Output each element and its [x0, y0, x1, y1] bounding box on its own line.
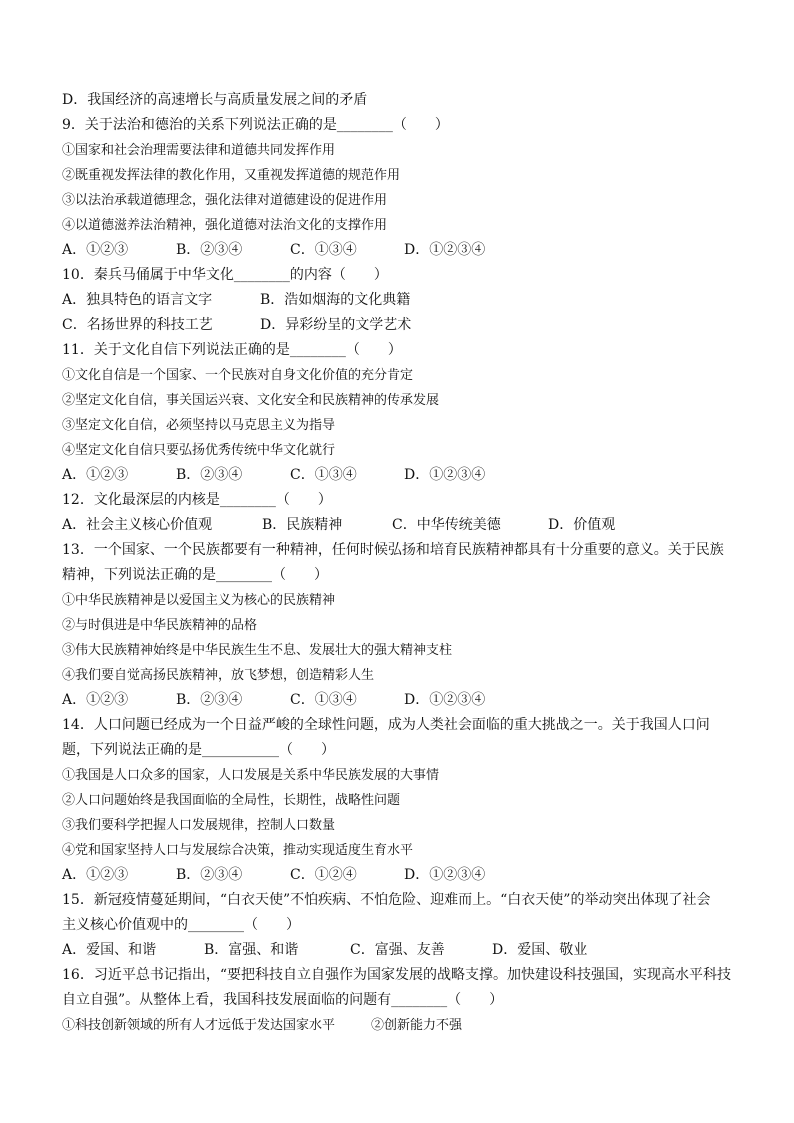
- q10-option-c: C．名扬世界的科技工艺: [62, 317, 213, 333]
- q16-item-1: ①科技创新领域的所有人才远低于发达国家水平: [62, 1018, 336, 1033]
- q13-item-1: ①中华民族精神是以爱国主义为核心的民族精神: [62, 593, 336, 608]
- q9-item-4: ④以道德滋养法治精神，强化道德对法治文化的支撑作用: [62, 218, 388, 233]
- q11-option-c: C．①③④: [290, 467, 357, 483]
- q9-option-c: C．①③④: [290, 242, 357, 258]
- q13-option-a: A．①②③: [62, 692, 129, 708]
- q11-option-a: A．①②③: [62, 467, 129, 483]
- q15-options: [62, 938, 742, 963]
- q15-option-c: C．富强、友善: [350, 942, 445, 958]
- q12-option-c: C．中华传统美德: [392, 517, 501, 533]
- q11-option-b: B．②③④: [176, 467, 243, 483]
- q13-item-2: ②与时俱进是中华民族精神的品格: [62, 618, 258, 633]
- q16-items-row: [62, 1013, 742, 1038]
- q10-options-row2: [62, 313, 742, 338]
- q14-item-2: ②人口问题始终是我国面临的全局性，长期性，战略性问题: [62, 793, 401, 808]
- q10-options-row1: [62, 288, 742, 313]
- q13-stem-line1: 13．一个国家、一个民族都要有一种精神，任何时候弘扬和培育民族精神都具有十分重要的意义。关于民族: [62, 542, 724, 558]
- q9-option-a: A．①②③: [62, 242, 129, 258]
- q12-stem: 12．文化最深层的内核是________（ ）: [62, 492, 332, 508]
- q13-options: [62, 688, 742, 713]
- q12-option-b: B．民族精神: [262, 517, 343, 533]
- q15-option-b: B．富强、和谐: [204, 942, 299, 958]
- q11-option-d: D．①②③④: [404, 467, 486, 483]
- q10-option-a: A．独具特色的语言文字: [62, 292, 213, 308]
- q13-option-d: D．①②③④: [404, 692, 486, 708]
- q8-option-d: D．我国经济的高速增长与高质量发展之间的矛盾: [62, 92, 368, 108]
- q13-stem-line2: 精神，下列说法正确的是________（ ）: [62, 567, 328, 583]
- q11-item-4: ④坚定文化自信只要弘扬优秀传统中华文化就行: [62, 443, 336, 458]
- q10-option-d: D．异彩纷呈的文学艺术: [260, 317, 412, 333]
- q16-stem-line1: 16．习近平总书记指出，“要把科技自立自强作为国家发展的战略支撑。加快建设科技强国，实现高水平科技: [62, 967, 731, 983]
- q14-option-b: B．②③④: [176, 867, 243, 883]
- q15-stem-line2: 主义核心价值观中的________（ ）: [62, 917, 300, 933]
- q9-item-2: ②既重视发挥法律的教化作用，又重视发挥道德的规范作用: [62, 168, 401, 183]
- q14-option-d: D．①②③④: [404, 867, 486, 883]
- q9-options: [62, 238, 742, 263]
- q13-option-b: B．②③④: [176, 692, 243, 708]
- q15-stem-line1: 15．新冠疫情蔓延期间，“白衣天使”不怕疾病、不怕危险、迎难而上。“白衣天使”的举动突出体现了社会: [62, 892, 711, 908]
- exam-page: [62, 88, 742, 1038]
- q9-stem: 9．关于法治和德治的关系下列说法正确的是________（ ）: [62, 117, 449, 133]
- q13-option-c: C．①③④: [290, 692, 357, 708]
- q11-item-1: ①文化自信是一个国家、一个民族对自身文化价值的充分肯定: [62, 368, 414, 383]
- q14-item-4: ④党和国家坚持人口与发展综合决策，推动实现适度生育水平: [62, 843, 414, 858]
- q11-item-2: ②坚定文化自信，事关国运兴衰、文化安全和民族精神的传承发展: [62, 393, 440, 408]
- q9-option-d: D．①②③④: [404, 242, 486, 258]
- q14-option-c: C．①②④: [290, 867, 357, 883]
- q12-option-d: D．价值观: [548, 517, 616, 533]
- q14-option-a: A．①②③: [62, 867, 129, 883]
- q14-item-1: ①我国是人口众多的国家，人口发展是关系中华民族发展的大事情: [62, 768, 440, 783]
- q11-item-3: ③坚定文化自信，必须坚持以马克思主义为指导: [62, 418, 336, 433]
- q12-option-a: A．社会主义核心价值观: [62, 517, 213, 533]
- q16-stem-line2: 自立自强”。从整体上看，我国科技发展面临的问题有________（ ）: [62, 992, 504, 1008]
- q10-option-b: B．浩如烟海的文化典籍: [260, 292, 411, 308]
- q13-item-4: ④我们要自觉高扬民族精神，放飞梦想，创造精彩人生: [62, 668, 375, 683]
- q11-stem: 11．关于文化自信下列说法正确的是________（ ）: [62, 342, 402, 358]
- q15-option-a: A．爱国、和谐: [62, 942, 157, 958]
- q14-stem-line1: 14．人口问题已经成为一个日益严峻的全球性问题，成为人类社会面临的重大挑战之一。关于我国人口问: [62, 717, 710, 733]
- q15-option-d: D．爱国、敬业: [492, 942, 588, 958]
- q10-stem: 10．秦兵马俑属于中华文化________的内容（ ）: [62, 267, 388, 283]
- q14-stem-line2: 题，下列说法正确的是___________（ ）: [62, 742, 335, 758]
- q14-options: [62, 863, 742, 888]
- q14-item-3: ③我们要科学把握人口发展规律，控制人口数量: [62, 818, 336, 833]
- q9-item-1: ①国家和社会治理需要法律和道德共同发挥作用: [62, 143, 336, 158]
- q11-options: [62, 463, 742, 488]
- q16-item-2: ②创新能力不强: [371, 1018, 463, 1033]
- q9-item-3: ③以法治承载道德理念，强化法律对道德建设的促进作用: [62, 193, 388, 208]
- q9-option-b: B．②③④: [176, 242, 243, 258]
- q13-item-3: ③伟大民族精神始终是中华民族生生不息、发展壮大的强大精神支柱: [62, 643, 453, 658]
- q12-options: [62, 513, 742, 538]
